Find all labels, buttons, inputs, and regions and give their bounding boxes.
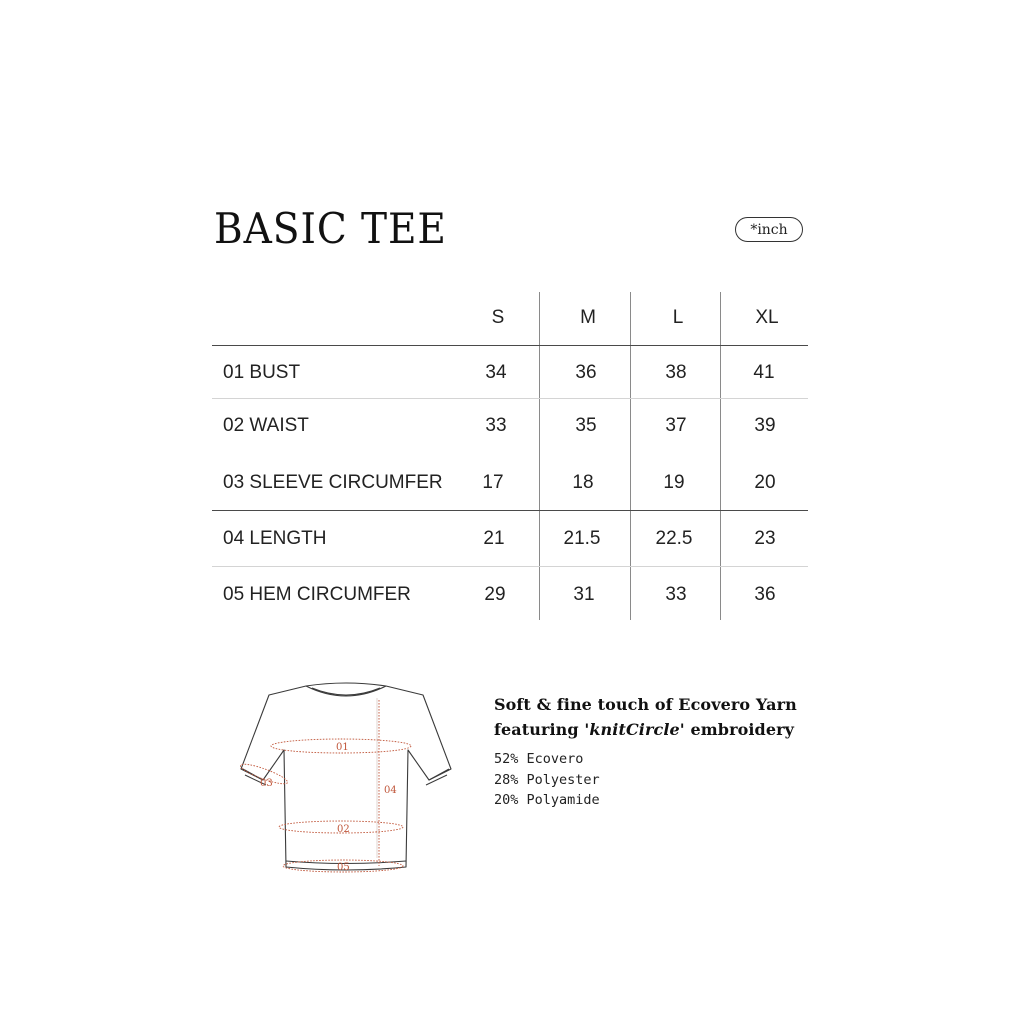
tshirt-diagram (236, 676, 456, 876)
column-divider (539, 292, 540, 620)
table-cell: 34 (485, 362, 507, 383)
fabric-line-2-prefix: featuring (494, 720, 585, 739)
hem-label: 05 (337, 862, 350, 873)
column-header-s: S (491, 307, 505, 328)
table-cell: 41 (753, 362, 775, 383)
row-label-sleeve: 03 SLEEVE CIRCUMFER (223, 472, 443, 493)
row-label-waist: 02 WAIST (223, 415, 309, 436)
table-cell: 31 (573, 584, 595, 605)
page-title: BASIC TEE (214, 204, 447, 253)
sleeve-label: 03 (260, 778, 273, 789)
tshirt-right-cuff (426, 769, 449, 785)
column-divider (720, 292, 721, 620)
row-label-hem: 05 HEM CIRCUMFER (223, 584, 411, 605)
table-cell: 35 (575, 415, 597, 436)
bust-label: 01 (336, 742, 349, 753)
table-cell: 37 (665, 415, 687, 436)
row-divider (212, 566, 808, 567)
fabric-composition (494, 749, 600, 811)
table-cell: 20 (754, 472, 776, 493)
column-divider (630, 292, 631, 620)
column-header-m: M (580, 307, 596, 328)
fabric-description (494, 692, 797, 742)
table-cell: 36 (754, 584, 776, 605)
table-cell: 22.5 (655, 528, 693, 549)
column-header-xl: XL (755, 307, 779, 328)
table-cell: 39 (754, 415, 776, 436)
table-cell: 19 (663, 472, 685, 493)
tshirt-collar-inner (312, 688, 380, 695)
table-cell: 38 (665, 362, 687, 383)
composition-item: 20% Polyamide (494, 792, 600, 808)
row-label-bust: 01 BUST (223, 362, 301, 383)
column-header-l: L (672, 307, 684, 328)
table-cell: 33 (665, 584, 687, 605)
table-cell: 21 (483, 528, 505, 549)
composition-item: 28% Polyester (494, 771, 600, 788)
table-cell: 17 (482, 472, 504, 493)
size-chart-table (212, 292, 808, 620)
table-cell: 18 (572, 472, 594, 493)
table-cell: 23 (754, 528, 776, 549)
header-divider (212, 345, 808, 346)
embroidery-name: 'knitCircle' (584, 720, 685, 739)
length-label: 04 (384, 785, 397, 796)
row-divider (212, 510, 808, 511)
composition-item: 52% Ecovero (494, 751, 584, 767)
table-cell: 33 (485, 415, 507, 436)
unit-badge: *inch (735, 217, 803, 242)
row-divider (212, 398, 808, 399)
fabric-line-2 (494, 717, 797, 742)
waist-label: 02 (337, 824, 350, 835)
fabric-line-2-suffix: embroidery (684, 720, 795, 739)
tshirt-outline (241, 683, 451, 870)
table-cell: 21.5 (563, 528, 601, 549)
fabric-line-1: Soft & fine touch of Ecovero Yarn (494, 695, 797, 714)
table-cell: 36 (575, 362, 597, 383)
row-label-length: 04 LENGTH (223, 528, 327, 549)
table-cell: 29 (484, 584, 506, 605)
